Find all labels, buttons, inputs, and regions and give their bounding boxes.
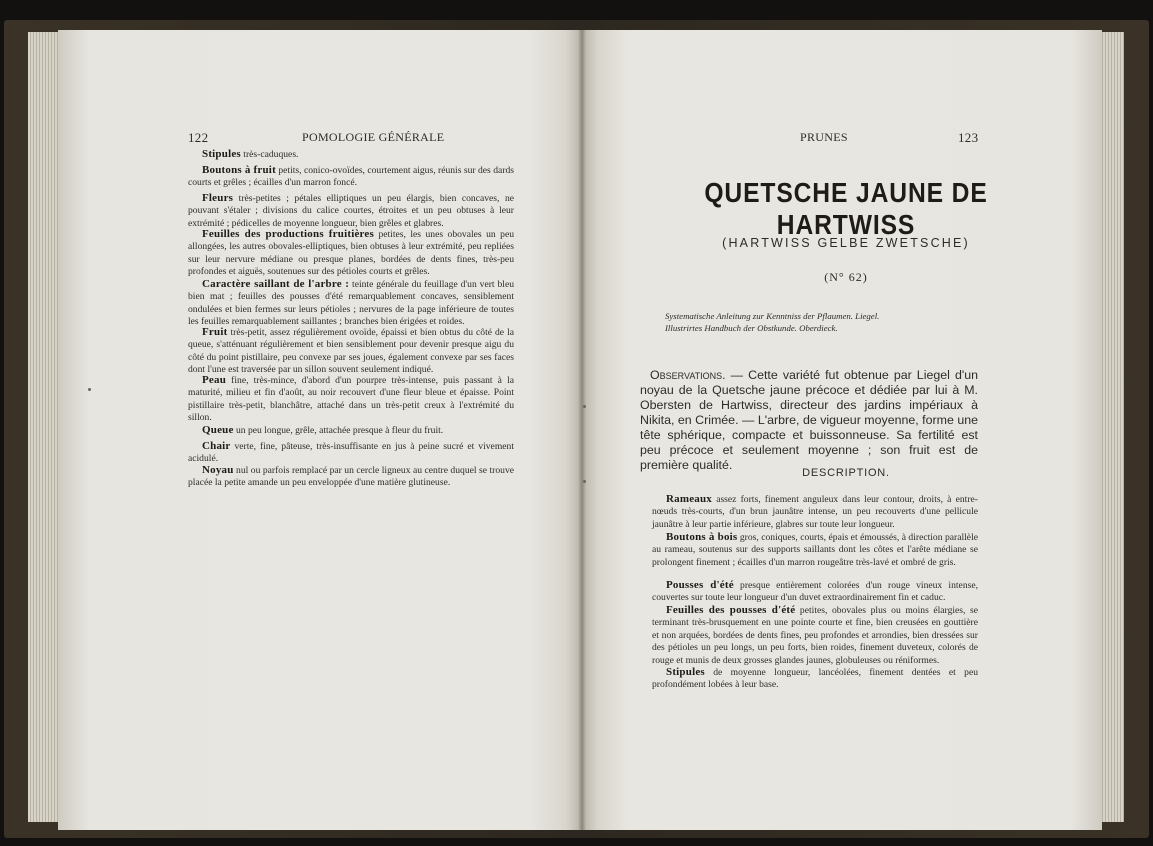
paragraph-text: verte, fine, pâteuse, très-insuffisante en jus à peine sucré et vivement acidulé. [188, 441, 514, 465]
variety-title: QUETSCHE JAUNE DE HARTWISS [704, 177, 988, 240]
paper-speck [583, 405, 586, 408]
right-running-head: PRUNES [800, 130, 848, 144]
paragraph-text: petites, obovales plus ou moins élargies, se terminant très-brusquement en une pointe courte et fine, bien creusées en gouttière et non arquées, bordées de dents fines, peu profondes et arrondies, bien dressées sur des pétioles un peu longs, un peu forts, bien roides, finement duveteux, colorés de rouge et munis de deux grosses glandes jaunes, globuleuses ou réniformes. [652, 605, 978, 666]
left-page-edges [28, 32, 60, 822]
paragraph-text: de moyenne longueur, lancéolées, finement dentées et peu profondément lobées à leur base. [652, 667, 978, 691]
paragraph-text: petits, conico-ovoïdes, courtement aigus, réunis sur des dards courts et grêles ; écailles d'un marron foncé. [188, 165, 514, 189]
description-heading: DESCRIPTION. [802, 467, 890, 479]
right-paragraph [652, 531, 978, 569]
left-paragraph [188, 464, 514, 490]
right-paragraph [652, 666, 978, 692]
paragraph-text: un peu longue, grêle, attachée presque à fleur du fruit. [233, 425, 444, 436]
right-page-edges [1100, 32, 1124, 822]
left-page-number: 122 [188, 130, 209, 145]
paragraph-text: assez forts, finement anguleux dans leur contour, droits, à entre-nœuds très-courts, d'un brun jaunâtre intense, un peu recouverts d'une pellicule jaunâtre à leur partie inférieure, glabres sur toute leur longueur. [652, 494, 978, 530]
paragraph-lead: Fruit [202, 326, 228, 338]
paragraph-lead: Boutons à fruit [202, 164, 276, 176]
paragraph-lead: Peau [202, 374, 227, 386]
right-paragraph [652, 604, 978, 667]
paragraph-lead: Noyau [202, 464, 234, 476]
paragraph-lead: Pousses d'été [666, 579, 734, 591]
paragraph-text: fine, très-mince, d'abord d'un pourpre très-intense, puis passant à la maturité, milieu et fin d'août, au noir recouvert d'une fleur bleue et épaisse. Point pistillaire très-petit, blanchâtre, attaché dans un très-petit creux à l'extrémité du sillon. [188, 375, 514, 424]
left-paragraph [188, 228, 514, 279]
left-running-head: POMOLOGIE GÉNÉRALE [302, 130, 445, 144]
right-paragraph [652, 579, 978, 605]
paragraph-lead: Rameaux [666, 493, 713, 505]
left-paragraph [188, 374, 514, 425]
paragraph-text: très-caduques. [240, 149, 299, 160]
paper-speck [583, 480, 586, 483]
paragraph-text: très-petit, assez régulièrement ovoïde, épaissi et bien obtus du côté de la queue, s'atténuant régulièrement et bien sensiblement pour devenir presque aigu du côté du point pistillaire, peu convexe par ses joues, également convexe par ses faces dont l'une est traversée par un sillon souvent seulement indiqué. [188, 327, 514, 376]
right-page-number: 123 [958, 130, 979, 145]
left-paragraph [188, 440, 514, 466]
reference-line: Systematische Anleitung zur Kenntniss der Pflaumen. Liegel. [665, 311, 880, 321]
paragraph-lead: Chair [202, 440, 231, 452]
left-paragraph [188, 278, 514, 329]
paragraph-lead: Queue [202, 424, 234, 436]
left-paragraph [188, 164, 514, 190]
variety-subtitle: (HARTWISS GELBE ZWETSCHE) [722, 236, 970, 250]
left-paragraph [188, 148, 514, 161]
right-paragraph [652, 493, 978, 531]
paragraph-lead: Caractère saillant de l'arbre : [202, 278, 350, 290]
paragraph-text: teinte générale du feuillage d'un vert bleu bien mat ; feuilles des pousses d'été remarquablement concaves, sensiblement ondulées et bien fermes sur leurs pétioles ; nervures de la page inférieure de toutes les feuilles remarquablement saillantes ; branches bien érigées et roides. [188, 279, 515, 328]
observations-text: — Cette variété fut obtenue par Liegel d'un noyau de la Quetsche jaune précoce et dédiée par lui à M. Obersten de Hartwiss, directeur des jardins impériaux à Nikita, en Crimée. — L'arbre, de vigueur moyenne, forme une tête sphérique, compacte et buissonneuse. Sa fertilité est peu précoce et seulement moyenne ; son fruit est de première qualité. [640, 368, 978, 472]
paragraph-text: nul ou parfois remplacé par un cercle ligneux au centre duquel se trouve placée la petite amande un peu enveloppée d'une matière glutineuse. [188, 465, 514, 489]
paragraph-text: petites, les unes obovales un peu allongées, les autres obovales-elliptiques, bien obtuses à leur extrémité, peu repliées sur leur nervure médiane ou presque planes, bordées de dents fines, très-peu profondes et aiguës, soutenues sur des pétioles courts et grêles. [188, 229, 514, 278]
paragraph-text: presque entièrement colorées d'un rouge vineux intense, couvertes sur toute leur longueur d'un duvet extraordinairement fin et caduc. [652, 580, 979, 604]
left-paragraph [188, 192, 514, 230]
paper-speck [88, 388, 91, 391]
variety-number: (N° 62) [824, 270, 868, 284]
left-paragraph [188, 326, 514, 377]
left-paragraph [188, 424, 514, 437]
paragraph-text: très-petites ; pétales elliptiques un peu élargis, bien concaves, ne pouvant s'étaler ; divisions du calice courtes, étroites et un peu obtuses à leur extrémité ; pédicelles de moyenne longueur, bien grêles et glabres. [188, 193, 514, 229]
observations-paragraph [640, 368, 978, 473]
reference-line: Illustrirtes Handbuch der Obstkunde. Oberdieck. [665, 323, 838, 333]
paragraph-lead: Feuilles des pousses d'été [666, 604, 796, 616]
book-gutter [578, 30, 586, 830]
paragraph-lead: Stipules [202, 148, 241, 160]
paragraph-lead: Fleurs [202, 192, 234, 204]
paragraph-lead: Stipules [666, 666, 705, 678]
paragraph-lead: Feuilles des productions fruitières [202, 228, 374, 240]
paragraph-text: gros, coniques, courts, épais et émoussés, à direction parallèle au rameau, soutenus sur des supports saillants dont les côtes et l'arête médiane se prolongent finement ; écailles d'un marron rougeâtre très-lavé et ombré de gris. [652, 532, 978, 568]
paragraph-lead: Boutons à bois [666, 531, 738, 543]
observations-lead: Observations. [650, 368, 726, 382]
